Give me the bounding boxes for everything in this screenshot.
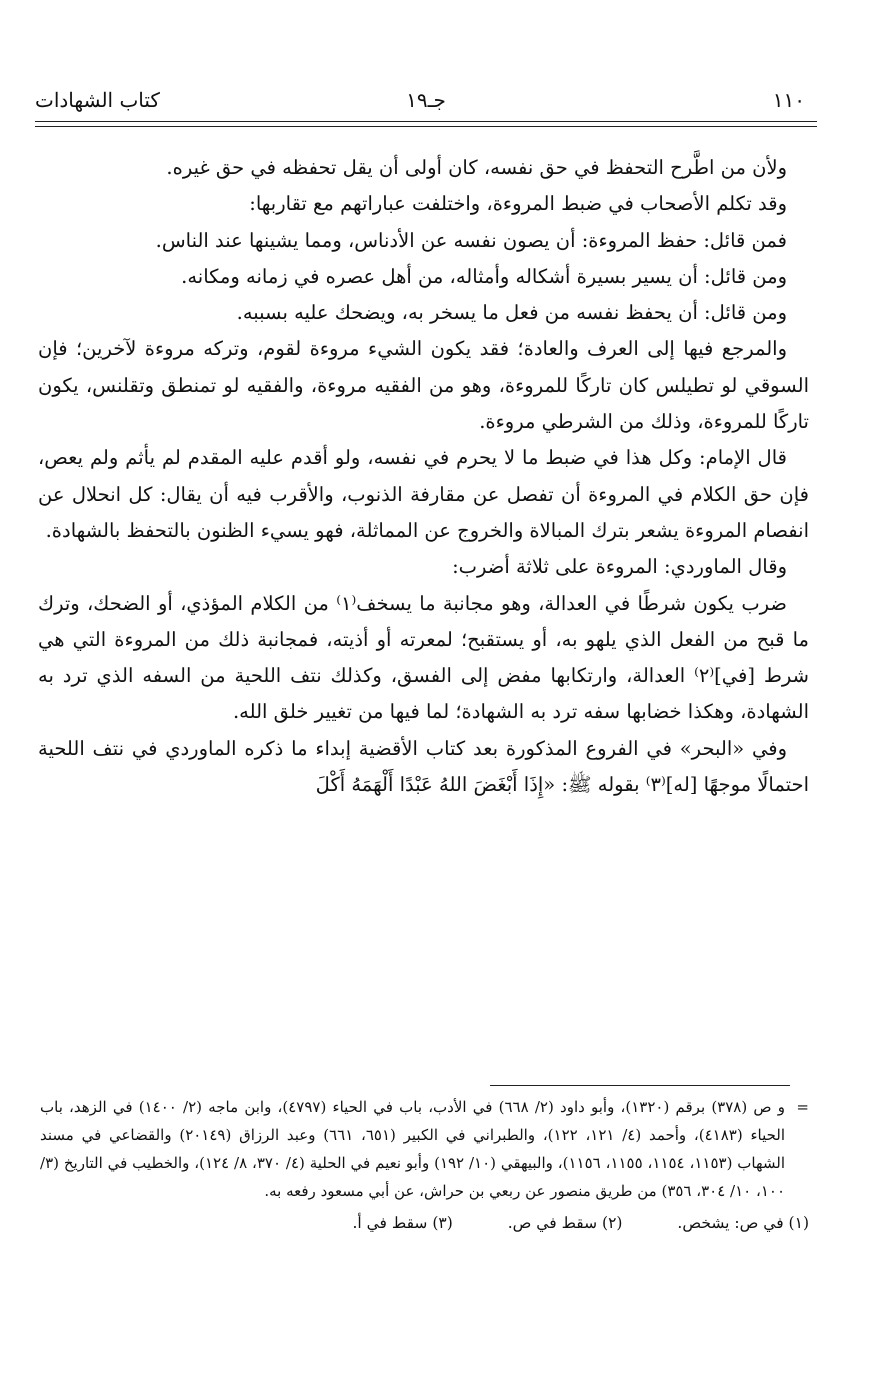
footnote-1: (١) في ص: يشخص. <box>677 1214 809 1232</box>
book-title: كتاب الشهادات <box>35 88 160 112</box>
footnote-3: (٣) سقط في أ. <box>352 1214 453 1232</box>
running-header <box>35 78 817 118</box>
footnote-list <box>40 1209 809 1237</box>
main-text <box>38 150 809 803</box>
paragraph: وقد تكلم الأصحاب في ضبط المروءة، واختلفت عباراتهم مع تقاربها: <box>249 192 787 216</box>
paragraph: ومن قائل: أن يحفظ نفسه من فعل ما يسخر به، ويضحك عليه بسببه. <box>236 301 787 325</box>
continuation-text: و ص (٣٧٨) برقم (١٣٢٠)، وأبو داود (٢/ ٦٦٨) في الأدب، باب في الحياء (٤٧٩٧)، وابن ماجه (٢/ ١٤٠٠) في الزهد، باب الحياء (٤١٨٣)، وأحمد (٤/ ١٢١، ١٢٢)، والطبراني في الكبير (٦٥١، ٦٦١) وعبد الرزاق (٢٠١٤٩) والقضاعي في مسند الشهاب (١١٥٣، ١١٥٤، ١١٥٥، ١١٥٦)، والبيهقي (١٠/ ١٩٢) وأبو نعيم في الحلية (٤/ ٣٧٠، ٨/ ١٢٤)، والخطيب في التاريخ (٣/ ١٠٠، ١٠/ ٣٠٤، ٣٥٦) من طريق منصور عن ربعي بن حراش، عن أبي مسعود رفعه به. <box>40 1098 786 1200</box>
footnote-2: (٢) سقط في ص. <box>507 1214 623 1232</box>
page-number: ١١٠ <box>772 88 805 112</box>
paragraph: والمرجع فيها إلى العرف والعادة؛ فقد يكون الشيء مروءة لقوم، وتركه مروءة لآخرين؛ فإن السوقي لو تطيلس كان تاركًا للمروءة، وهو من الفقيه مروءة، والفقيه لو تمنطق وتقلنس، يكون تاركًا للمروءة، وذلك من الشرطي مروءة. <box>38 337 809 434</box>
paragraph: ولأن من اطَّرح التحفظ في حق نفسه، كان أولى أن يقل تحفظه في حق غيره. <box>166 156 787 179</box>
paragraph: ومن قائل: أن يسير بسيرة أشكاله وأمثاله، من أهل عصره في زمانه ومكانه. <box>181 264 787 288</box>
paragraph: وقال الماوردي: المروءة على ثلاثة أضرب: <box>452 555 787 579</box>
footnote-separator <box>490 1085 790 1086</box>
continuation-mark: = <box>796 1098 809 1116</box>
header-rule-thin <box>35 126 817 127</box>
paragraph: وفي «البحر» في الفروع المذكورة بعد كتاب الأقضية إبداء ما ذكره الماوردي في نتف اللحية احتمالًا موجهًا [له]⁽٣⁾ بقوله ﷺ: «إِذَا أَبْغَضَ اللهُ عَبْدًا أَلْهَمَهُ أَكْلَ <box>38 736 809 797</box>
header-rule-thick <box>35 121 817 122</box>
paragraph: قال الإمام: وكل هذا في ضبط ما لا يحرم في نفسه، ولو أقدم عليه المقدم لم يأثم ولم يعص، فإن حق الكلام في المروءة أن تفصل عن مقارفة الذنوب، والأقرب فيه أن يقال: كل انحلال عن انفصام المروءة يشعر بترك المبالاة والخروج عن المماثلة، فهو يسيء الظنون بالتحفظ بالشهادة. <box>38 446 809 542</box>
footnote-continuation <box>40 1093 809 1205</box>
volume-label: جـ١٩ <box>406 88 446 112</box>
paragraph: فمن قائل: حفظ المروءة: أن يصون نفسه عن الأدناس، ومما يشينها عند الناس. <box>155 228 787 252</box>
paragraph: ضرب يكون شرطًا في العدالة، وهو مجانبة ما يسخف⁽١⁾ من الكلام المؤذي، أو الضحك، وترك ما قبح من الفعل الذي يلهو به، أو يستقبح؛ لمعرته أو أذيته، فمجانبة ذلك من المروءة التي هي شرط [في]⁽٢⁾ العدالة، وارتكابها مفض إلى الفسق، وكذلك نتف اللحية من السفه الذي ترد به الشهادة، وهكذا خضابها سفه ترد به الشهادة؛ لما فيها من تغيير خلق الله. <box>38 591 809 724</box>
footnotes <box>40 1093 809 1237</box>
